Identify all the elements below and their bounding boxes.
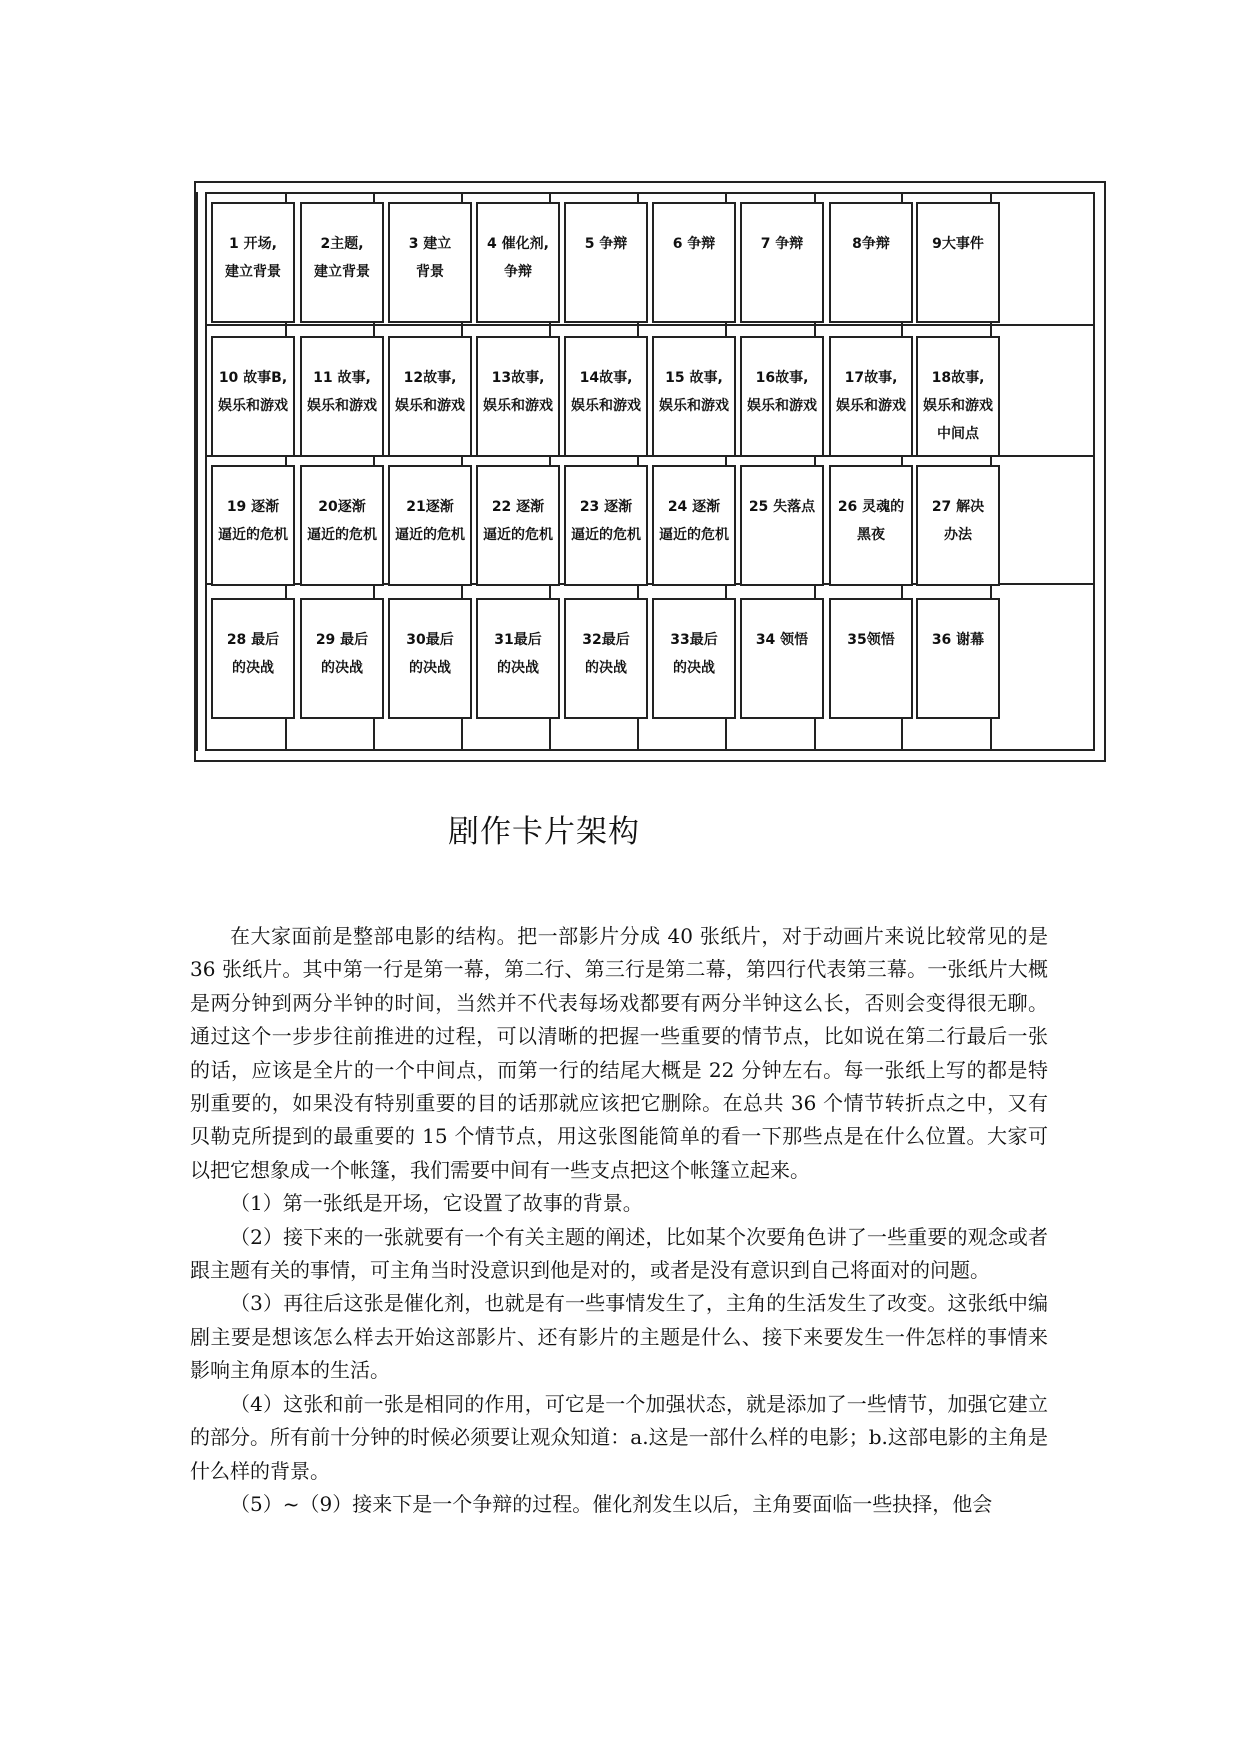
plot-card-label: 32最后 的决战 xyxy=(582,632,630,676)
plot-card xyxy=(652,336,736,457)
plot-card-label: 22 逐渐 逼近的危机 xyxy=(483,499,553,543)
plot-card-label: 27 解决 办法 xyxy=(931,499,985,543)
plot-card-label: 9大事件 xyxy=(932,236,984,252)
plot-card-label: 6 争辩 xyxy=(672,236,716,252)
plot-card-label: 36 谢幕 xyxy=(931,632,985,648)
body-text xyxy=(190,920,1048,1521)
plot-card-label: 17故事, 娱乐和游戏 xyxy=(836,370,906,414)
plot-card xyxy=(829,336,913,457)
plot-card xyxy=(740,598,824,719)
plot-card xyxy=(740,336,824,457)
plot-card-label: 19 逐渐 逼近的危机 xyxy=(218,499,288,543)
plot-card xyxy=(300,336,384,457)
plot-card-label: 12故事, 娱乐和游戏 xyxy=(395,370,465,414)
paragraph: 在大家面前是整部电影的结构。把一部影片分成 40 张纸片，对于动画片来说比较常见的是 36 张纸片。其中第一行是第一幕，第二行、第三行是第二幕，第四行代表第三幕。一张纸片大概是两分钟到两分半钟的时间，当然并不代表每场戏都要有两分半钟这么长，否则会变得很无聊。通过这个一步步往前推进的过程，可以清晰的把握一些重要的情节点，比如说在第二行最后一张的话，应该是全片的一个中间点，而第一行的结尾大概是 22 分钟左右。每一张纸上写的都是特别重要的，如果没有特别重要的目的话那就应该把它删除。在总共 36 个情节转折点之中，又有贝勒克所提到的最重要的 15 个情节点，用这张图能简单的看一下那些点是在什么位置。大家可以把它想象成一个帐篷，我们需要中间有一些支点把这个帐篷立起来。 xyxy=(190,924,1048,1182)
plot-card-label: 18故事, 娱乐和游戏 中间点 xyxy=(923,370,993,442)
plot-card xyxy=(476,336,560,457)
plot-card-label: 4 催化剂, 争辩 xyxy=(487,236,549,280)
plot-card xyxy=(564,336,648,457)
plot-card xyxy=(300,598,384,719)
paragraph: （1）第一张纸是开场，它设置了故事的背景。 xyxy=(230,1191,643,1216)
plot-card xyxy=(388,598,472,719)
plot-card xyxy=(564,598,648,719)
plot-card-label: 33最后 的决战 xyxy=(670,632,718,676)
plot-card-label: 14故事, 娱乐和游戏 xyxy=(571,370,641,414)
plot-card xyxy=(652,202,736,323)
plot-card xyxy=(829,202,913,323)
plot-card xyxy=(740,465,824,586)
plot-card-label: 23 逐渐 逼近的危机 xyxy=(571,499,641,543)
plot-card-label: 2主题, 建立背景 xyxy=(314,236,370,280)
plot-card-label: 35领悟 xyxy=(847,632,895,648)
plot-card xyxy=(211,598,295,719)
plot-card-label: 13故事, 娱乐和游戏 xyxy=(483,370,553,414)
plot-card xyxy=(388,202,472,323)
plot-card-label: 26 灵魂的 黑夜 xyxy=(837,499,905,543)
plot-card-label: 25 失落点 xyxy=(748,499,816,515)
plot-card-label: 20逐渐 逼近的危机 xyxy=(307,499,377,543)
plot-card-label: 1 开场, 建立背景 xyxy=(225,236,281,280)
grid-row-line xyxy=(205,324,1095,326)
card-board xyxy=(194,181,1106,762)
plot-card xyxy=(211,336,295,457)
plot-card-label: 10 故事B, 娱乐和游戏 xyxy=(218,370,288,414)
plot-card xyxy=(829,598,913,719)
plot-card-label: 16故事, 娱乐和游戏 xyxy=(747,370,817,414)
plot-card xyxy=(916,465,1000,586)
plot-card xyxy=(916,336,1000,457)
plot-card xyxy=(300,202,384,323)
plot-card xyxy=(388,336,472,457)
plot-card-label: 7 争辩 xyxy=(760,236,804,252)
paragraph: （5）~（9）接来下是一个争辩的过程。催化剂发生以后，主角要面临一些抉择，他会 xyxy=(230,1491,993,1516)
plot-card-label: 24 逐渐 逼近的危机 xyxy=(659,499,729,543)
plot-card-label: 3 建立 背景 xyxy=(408,236,452,280)
paragraph: （4）这张和前一张是相同的作用，可它是一个加强状态，就是添加了一些情节，加强它建立的部分。所有前十分钟的时候必须要让观众知道：a.这是一部什么样的电影；b.这部电影的主角是什么样的背景。 xyxy=(190,1391,1048,1483)
paragraph: （2）接下来的一张就要有一个有关主题的阐述，比如某个次要角色讲了一些重要的观念或者跟主题有关的事情，可主角当时没意识到他是对的，或者是没有意识到自己将面对的问题。 xyxy=(190,1224,1048,1283)
figure-caption: 剧作卡片架构 xyxy=(448,814,640,850)
plot-card xyxy=(564,465,648,586)
grid-column-line xyxy=(196,192,198,751)
plot-card-label: 28 最后 的决战 xyxy=(226,632,280,676)
plot-card xyxy=(652,465,736,586)
plot-card xyxy=(388,465,472,586)
plot-card xyxy=(211,465,295,586)
plot-card xyxy=(916,202,1000,323)
plot-card-label: 34 领悟 xyxy=(755,632,809,648)
plot-card xyxy=(300,465,384,586)
plot-card xyxy=(740,202,824,323)
plot-card-label: 30最后 的决战 xyxy=(406,632,454,676)
plot-card-label: 8争辩 xyxy=(852,236,890,252)
plot-card-label: 29 最后 的决战 xyxy=(315,632,369,676)
plot-card-label: 31最后 的决战 xyxy=(494,632,542,676)
plot-card xyxy=(916,598,1000,719)
plot-card-label: 11 故事, 娱乐和游戏 xyxy=(307,370,377,414)
plot-card-label: 15 故事, 娱乐和游戏 xyxy=(659,370,729,414)
plot-card xyxy=(211,202,295,323)
plot-card xyxy=(829,465,913,586)
plot-card xyxy=(476,465,560,586)
paragraph: （3）再往后这张是催化剂，也就是有一些事情发生了，主角的生活发生了改变。这张纸中编剧主要是想该怎么样去开始这部影片、还有影片的主题是什么、接下来要发生一件怎样的事情来影响主角原本的生活。 xyxy=(190,1291,1048,1383)
plot-card-label: 5 争辩 xyxy=(584,236,628,252)
plot-card xyxy=(476,598,560,719)
plot-card xyxy=(564,202,648,323)
plot-card xyxy=(476,202,560,323)
plot-card-label: 21逐渐 逼近的危机 xyxy=(395,499,465,543)
plot-card xyxy=(652,598,736,719)
